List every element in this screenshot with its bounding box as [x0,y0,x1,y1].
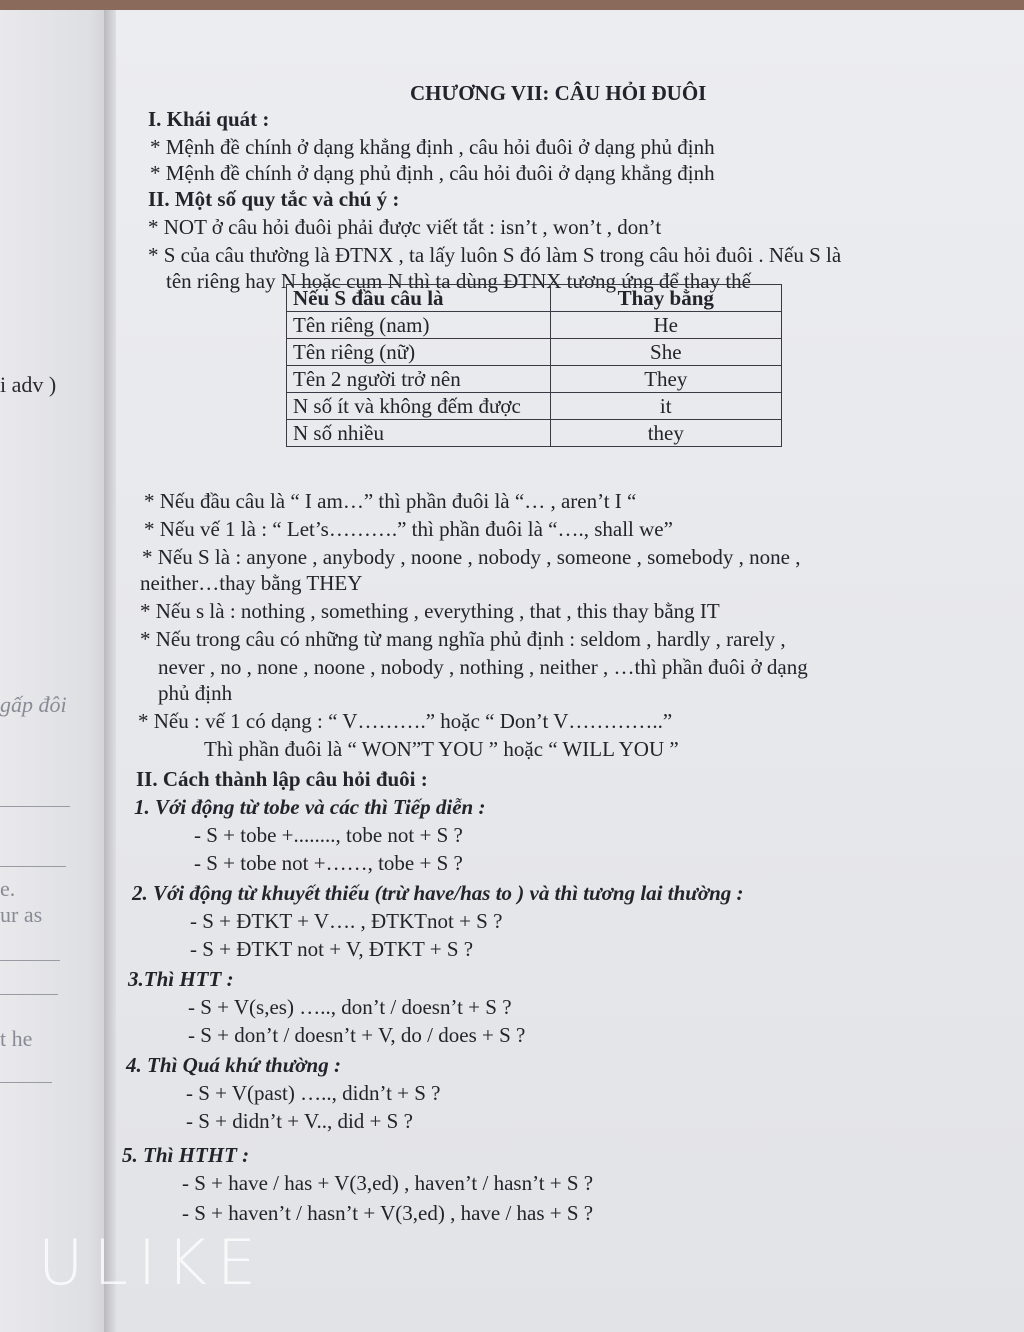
table-cell: Tên riêng (nam) [287,312,551,339]
left-rule [0,1082,52,1083]
left-rule [0,960,60,961]
formula-line: - S + tobe +........, tobe not + S ? [194,823,463,847]
table-row [287,393,782,420]
text-line: * Mệnh đề chính ở dạng khẳng định , câu hỏi đuôi ở dạng phủ định [150,135,715,159]
section-heading: I. Khái quát : [148,107,270,131]
text-line: Thì phần đuôi là “ WON”T YOU ” hoặc “ WILL YOU ” [204,737,679,761]
table-cell: He [550,312,781,339]
text-line: * S của câu thường là ĐTNX , ta lấy luôn S đó làm S trong câu hỏi đuôi . Nếu S là [148,243,842,267]
left-fragment: ur as [0,902,43,927]
text-line: * NOT ở câu hỏi đuôi phải được viết tắt : isn’t , won’t , don’t [148,215,662,239]
substitution-table [286,284,782,447]
table-cell: N số ít và không đếm được [287,393,551,420]
text-line: * Nếu : vế 1 có dạng : “ V……….” hoặc “ Don’t V…………..” [138,709,673,733]
table-cell: they [550,420,781,447]
table-cell: Tên riêng (nữ) [287,339,551,366]
subsection-heading: 3.Thì HTT : [128,967,234,991]
subsection-heading: 1. Với động từ tobe và các thì Tiếp diễn : [134,795,486,819]
table-row [287,339,782,366]
text-line: tên riêng hay N hoặc cụm N thì ta dùng ĐTNX tương ứng để thay thế [166,269,751,293]
table-row [287,420,782,447]
section-heading: II. Một số quy tắc và chú ý : [148,187,400,211]
subsection-heading: 2. Với động từ khuyết thiếu (trừ have/has to ) và thì tương lai thường : [132,881,744,905]
text-line: * Nếu S là : anyone , anybody , noone , nobody , someone , somebody , none , [142,545,801,569]
subsection-heading: 5. Thì HTHT : [122,1143,250,1167]
table-header-row [287,285,782,312]
left-rule [0,866,66,867]
table-cell: Tên 2 người trở nên [287,366,551,393]
left-fragment: e. [0,876,16,901]
formula-line: - S + didn’t + V.., did + S ? [186,1109,413,1133]
table-cell: She [550,339,781,366]
table-cell: They [550,366,781,393]
table-header: Nếu S đầu câu là [287,285,551,312]
watermark-logo: ULIKE [38,1226,267,1299]
text-line: * Mệnh đề chính ở dạng phủ định , câu hỏi đuôi ở dạng khẳng định [150,161,715,185]
subsection-heading: 4. Thì Quá khứ thường : [126,1053,341,1077]
left-fragment: t he [0,1026,33,1051]
formula-line: - S + haven’t / hasn’t + V(3,ed) , have / has + S ? [182,1201,594,1225]
left-page-edge [0,10,112,1332]
formula-line: - S + V(past) ….., didn’t + S ? [186,1081,441,1105]
formula-line: - S + ĐTKT not + V, ĐTKT + S ? [190,937,474,961]
left-fragment: gấp đôi [0,692,67,717]
text-line: neither…thay bằng THEY [140,571,363,595]
text-line: phủ định [158,681,233,705]
formula-line: - S + have / has + V(3,ed) , haven’t / hasn’t + S ? [182,1171,594,1195]
page-title: CHƯƠNG VII: CÂU HỎI ĐUÔI [410,81,707,105]
text-line: * Nếu trong câu có những từ mang nghĩa phủ định : seldom , hardly , rarely , [140,627,786,651]
formula-line: - S + ĐTKT + V…. , ĐTKTnot + S ? [190,909,503,933]
text-line: * Nếu đầu câu là “ I am…” thì phần đuôi là “… , aren’t I “ [144,489,637,513]
text-line: * Nếu s là : nothing , something , everything , that , this thay bằng IT [140,599,720,623]
formula-line: - S + don’t / doesn’t + V, do / does + S ? [188,1023,526,1047]
document-page [116,10,1024,1332]
left-rule [0,994,58,995]
formula-line: - S + V(s,es) ….., don’t / doesn’t + S ? [188,995,512,1019]
table-row [287,312,782,339]
text-line: * Nếu vế 1 là : “ Let’s……….” thì phần đuôi là “…., shall we” [144,517,673,541]
left-rule [0,806,70,807]
section-heading: II. Cách thành lập câu hỏi đuôi : [136,767,428,791]
table-row [287,366,782,393]
left-fragment: i adv ) [0,372,57,397]
table-header: Thay bằng [550,285,781,312]
background-strip [0,0,1024,10]
text-line: never , no , none , noone , nobody , nothing , neither , …thì phần đuôi ở dạng [158,655,808,679]
formula-line: - S + tobe not +……, tobe + S ? [194,851,463,875]
table-cell: N số nhiều [287,420,551,447]
table-cell: it [550,393,781,420]
